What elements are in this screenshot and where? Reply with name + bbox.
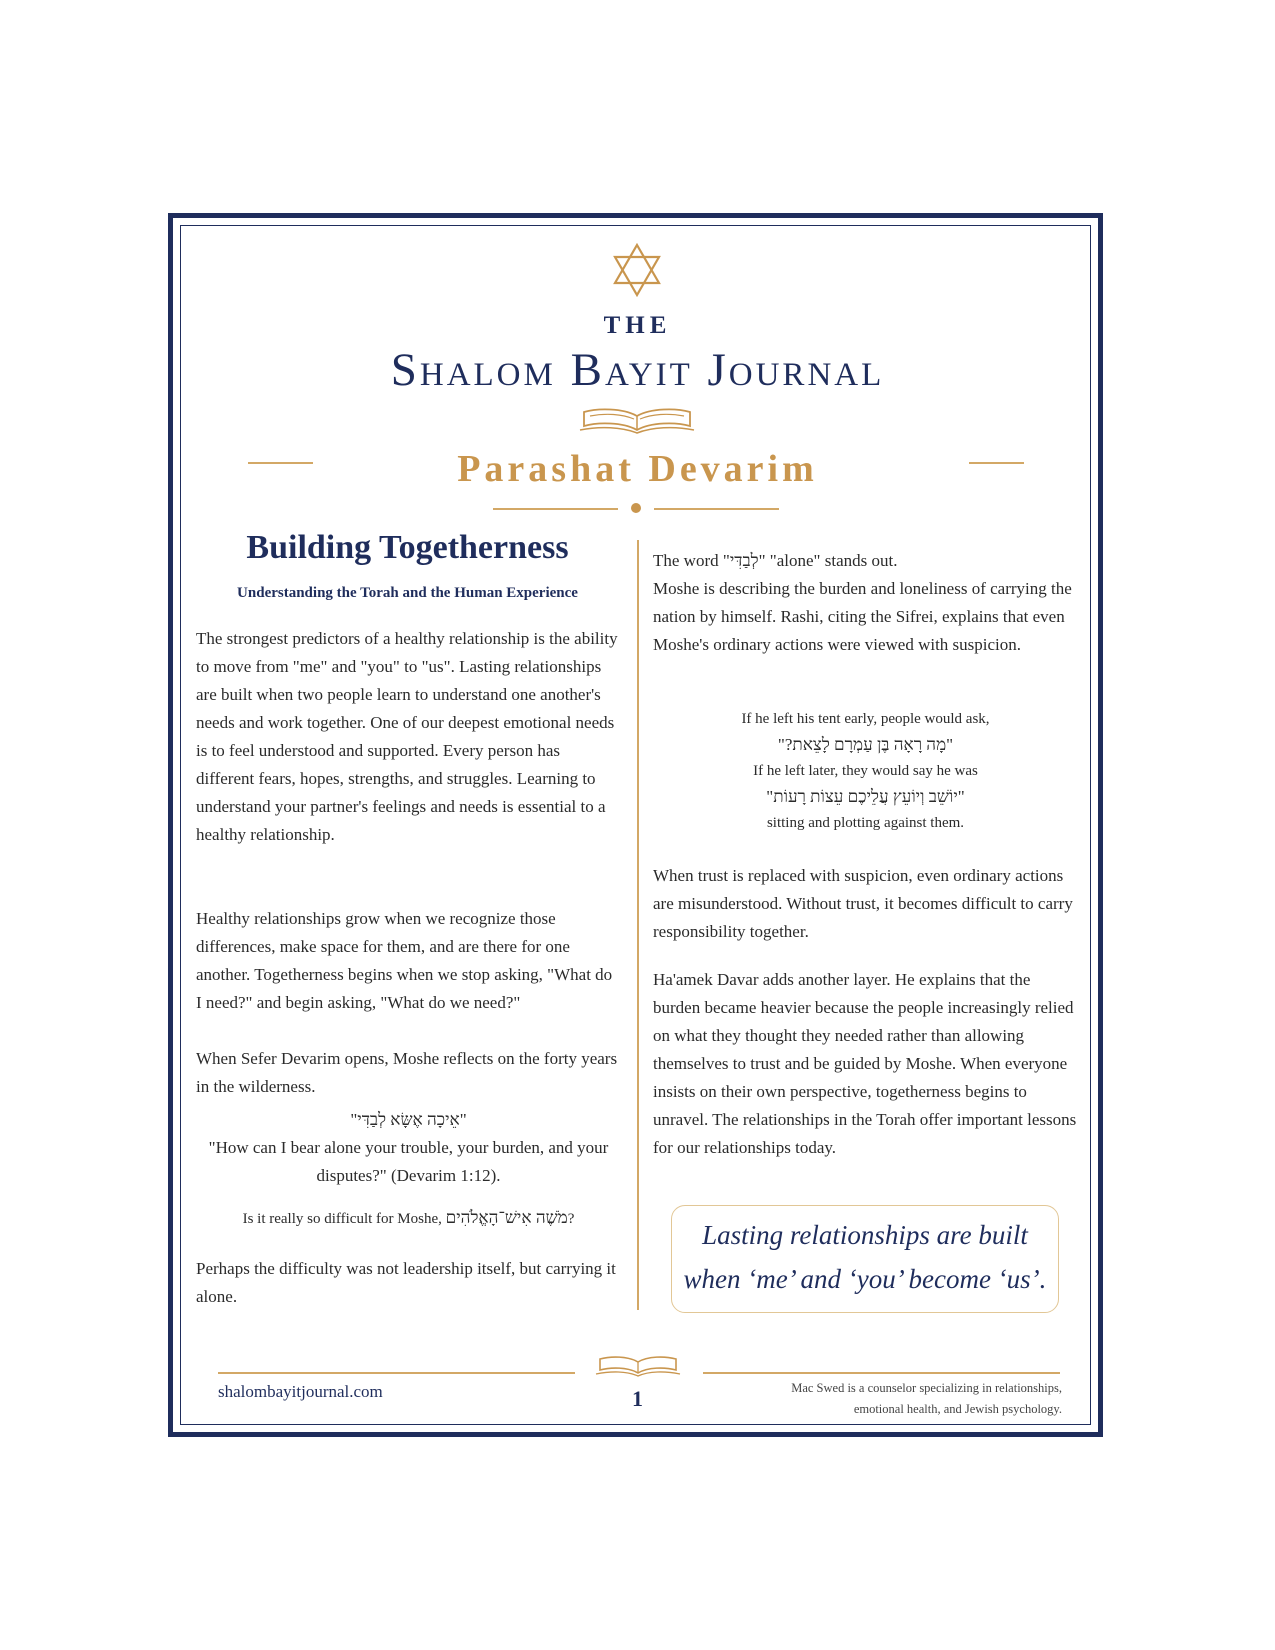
article-subheading: Understanding the Torah and the Human Experience [237,585,578,601]
journal-title: Shalom Bayit Journal [390,344,885,396]
rashi-line-2: If he left later, they would say he was [753,763,978,779]
ornament-rule-left [493,508,618,510]
question-suffix: ? [567,1211,575,1227]
footer-rule-right [703,1372,1060,1374]
pull-quote-line-1: Lasting relationships are built [702,1220,1028,1250]
open-book-icon [595,1353,681,1377]
rashi-line-3: sitting and plotting against them. [766,815,965,831]
word-hebrew: לְבַדִּי [729,551,759,570]
quote-translation: "How can I bear alone your trouble, your burden, and your disputes?" (Devarim 1:12). [208,1138,609,1185]
pull-quote-line-2: when ‘me’ and ‘you’ become ‘us’. [683,1264,1047,1294]
left-paragraph-2: Healthy relationships grow when we recognize those differences, make space for them, and are there for one another. Togetherness begins when we stop asking, "What do I need?" and begin asking, "What do we need?" [196,909,613,1012]
ornament-dot [631,503,641,513]
rashi-line-1: If he left his tent early, people would ask, [741,711,990,727]
parasha-title: Parashat Devarim [457,448,818,490]
left-paragraph-4: Perhaps the difficulty was not leadership itself, but carrying it alone. [196,1259,616,1306]
right-paragraph-3: Ha'amek Davar adds another layer. He explains that the burden became heavier because the people increasingly relied on what they thought they needed rather than allowing themselves to trust and be guided by Moshe. When everyone insists on their own perspective, togetherness begins to unravel. The relationships in the Torah offer important lessons for our relationships today. [653,970,1077,1157]
star-of-david-icon [612,243,662,297]
open-book-icon [578,404,696,434]
word-prefix: The word " [653,551,730,570]
author-bio-line-2: emotional health, and Jewish psychology. [853,1402,1062,1416]
moshe-question [196,1204,621,1233]
author-bio-line-1: Mac Swed is a counselor specializing in relationships, [791,1381,1062,1395]
left-paragraph-1: The strongest predictors of a healthy relationship is the ability to move from "me" and "you" to "us". Lasting relationships are built when two people learn to understand one another's needs and work together. One of our deepest emotional needs is to feel understood and supported. Every person has different fears, hopes, strengths, and struggles. Learning to understand your partner's feelings and needs is essential to a healthy relationship. [196,629,618,844]
page-number: 1 [632,1386,643,1411]
footer-rule-left [218,1372,575,1374]
question-prefix: Is it really so difficult for Moshe, [242,1211,442,1227]
right-paragraph-2: When trust is replaced with suspicion, even ordinary actions are misunderstood. Without trust, it becomes difficult to carry responsibility together. [653,866,1073,941]
website-link[interactable]: shalombayitjournal.com [218,1382,383,1401]
word-suffix: " "alone" stands out. [758,551,898,570]
column-divider [637,540,639,1310]
title-the: THE [603,312,672,339]
ornament-rule-right [654,508,779,510]
right-word-line [653,547,1078,575]
left-paragraph-3: When Sefer Devarim opens, Moshe reflects on the forty years in the wilderness. [196,1049,618,1096]
right-paragraph-1: Moshe is describing the burden and loneliness of carrying the nation by himself. Rashi, citing the Sifrei, explains that even Moshe's ordinary actions were viewed with suspicion. [653,579,1072,654]
question-hebrew: מֹשֶׁה אִישׁ־הָאֱלֹהִים [445,1208,568,1227]
author-bio [720,1378,1062,1420]
hebrew-quote: "אֵיכָה אֶשָּׂא לְבַדִּי" [350,1110,467,1129]
rashi-hebrew-2: "יוֹשֵׁב וְיוֹעֵץ עֲלֵיכֶם עֵצוֹת רָעוֹת" [766,787,965,806]
rashi-hebrew-1: "מָה רָאָה בֶּן עַמְרָם לָצֵאת?" [777,735,954,754]
article-heading: Building Togetherness [246,529,569,566]
